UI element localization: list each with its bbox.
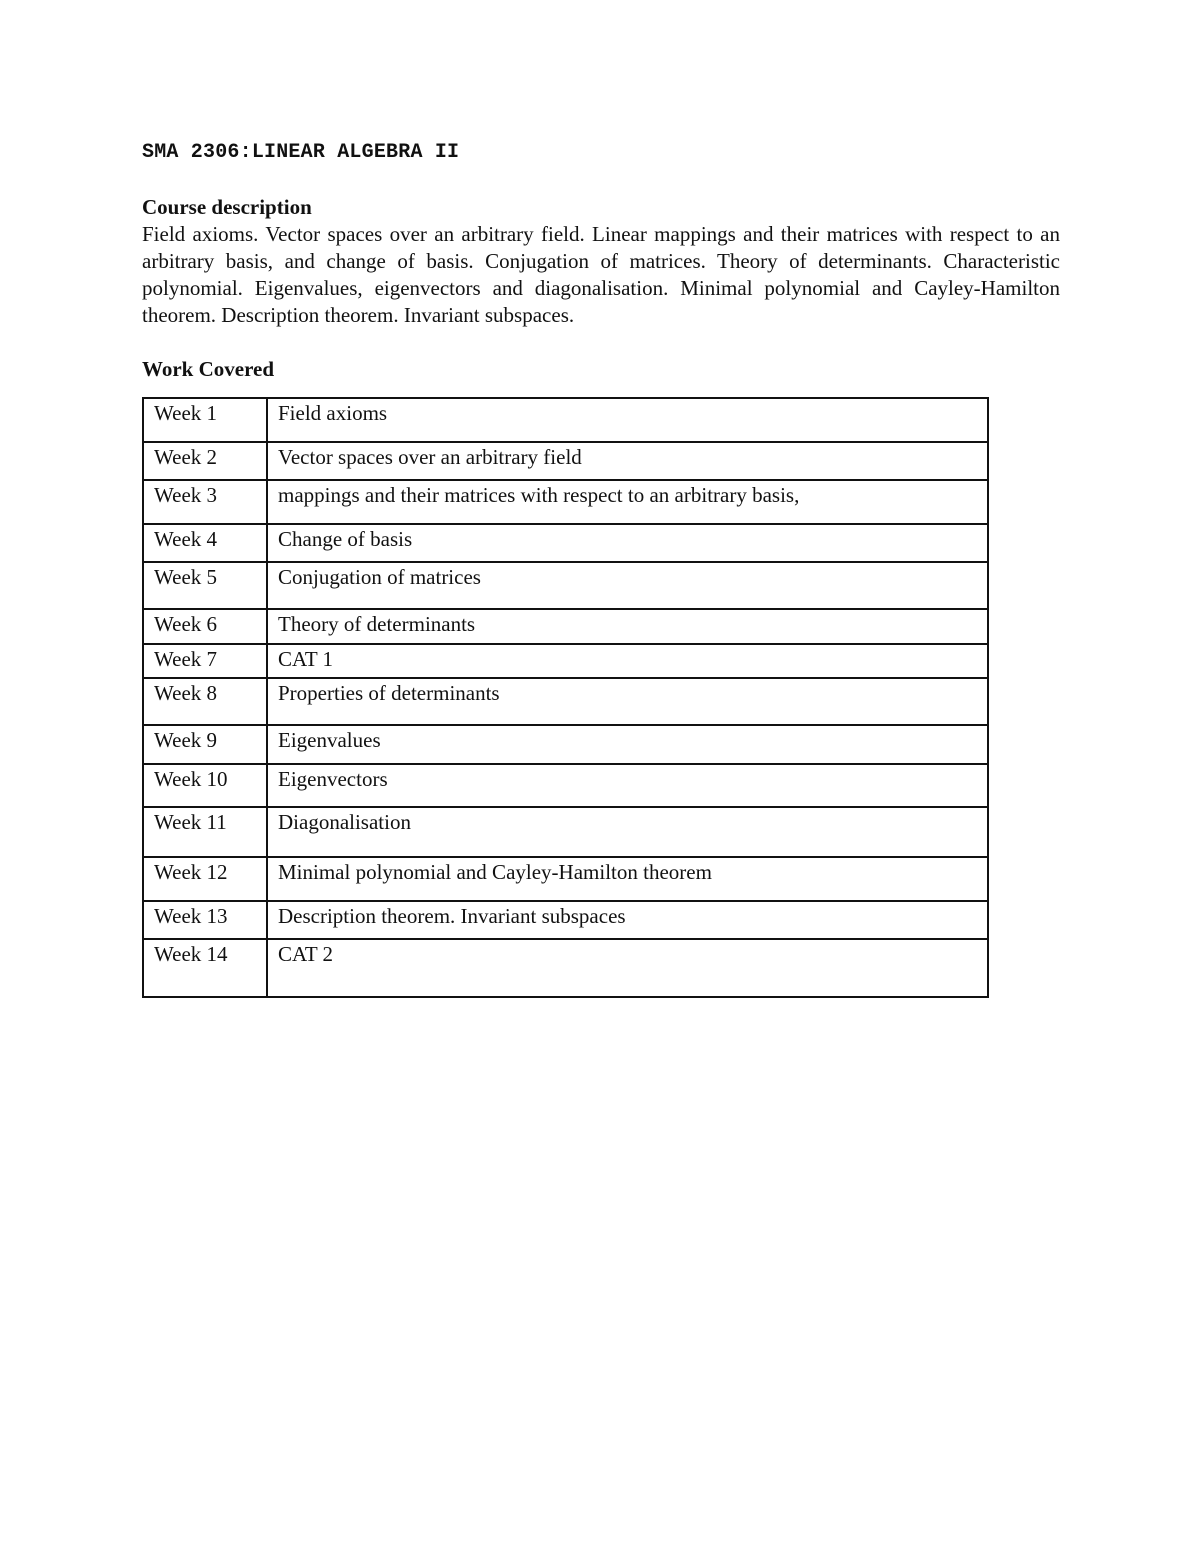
topic-cell: mappings and their matrices with respect to an arbitrary basis, — [267, 480, 988, 524]
week-cell: Week 3 — [143, 480, 267, 524]
table-row — [143, 644, 988, 678]
week-cell: Week 13 — [143, 901, 267, 939]
topic-cell: Field axioms — [267, 398, 988, 442]
week-cell: Week 11 — [143, 807, 267, 857]
topic-cell: Conjugation of matrices — [267, 562, 988, 609]
work-covered-heading: Work Covered — [142, 357, 275, 381]
course-description-text: Field axioms. Vector spaces over an arbitrary field. Linear mappings and their matrices with respect to an arbitrary basis, and change of basis. Conjugation of matrices. Theory of determinants. Characteristic polynomial. Eigenvalues, eigenvectors and diagonalisation. Minimal polynomial and Cayley-Hamilton theorem. Description theorem. Invariant subspaces. — [142, 222, 1060, 327]
topic-cell: Eigenvalues — [267, 725, 988, 764]
week-cell: Week 12 — [143, 857, 267, 901]
table-row — [143, 725, 988, 764]
topic-cell: Theory of determinants — [267, 609, 988, 644]
week-cell: Week 6 — [143, 609, 267, 644]
table-row — [143, 678, 988, 725]
topic-cell: Properties of determinants — [267, 678, 988, 725]
course-title: SMA 2306:LINEAR ALGEBRA II — [142, 141, 460, 164]
week-cell: Week 10 — [143, 764, 267, 807]
week-cell: Week 14 — [143, 939, 267, 997]
topic-cell: Description theorem. Invariant subspaces — [267, 901, 988, 939]
table-row — [143, 609, 988, 644]
work-covered-table — [142, 397, 989, 998]
table-row — [143, 442, 988, 480]
topic-cell: Eigenvectors — [267, 764, 988, 807]
week-cell: Week 2 — [143, 442, 267, 480]
topic-cell: Change of basis — [267, 524, 988, 562]
week-cell: Week 4 — [143, 524, 267, 562]
table-row — [143, 562, 988, 609]
week-cell: Week 9 — [143, 725, 267, 764]
course-description-heading: Course description — [142, 195, 312, 219]
table-row — [143, 524, 988, 562]
topic-cell: Minimal polynomial and Cayley-Hamilton theorem — [267, 857, 988, 901]
topic-cell: CAT 1 — [267, 644, 988, 678]
week-cell: Week 8 — [143, 678, 267, 725]
document-page — [142, 138, 1060, 998]
table-row — [143, 807, 988, 857]
week-cell: Week 5 — [143, 562, 267, 609]
table-row — [143, 857, 988, 901]
week-cell: Week 1 — [143, 398, 267, 442]
table-row — [143, 764, 988, 807]
week-cell: Week 7 — [143, 644, 267, 678]
table-row — [143, 398, 988, 442]
table-row — [143, 901, 988, 939]
topic-cell: Vector spaces over an arbitrary field — [267, 442, 988, 480]
table-row — [143, 939, 988, 997]
table-row — [143, 480, 988, 524]
topic-cell: Diagonalisation — [267, 807, 988, 857]
topic-cell: CAT 2 — [267, 939, 988, 997]
